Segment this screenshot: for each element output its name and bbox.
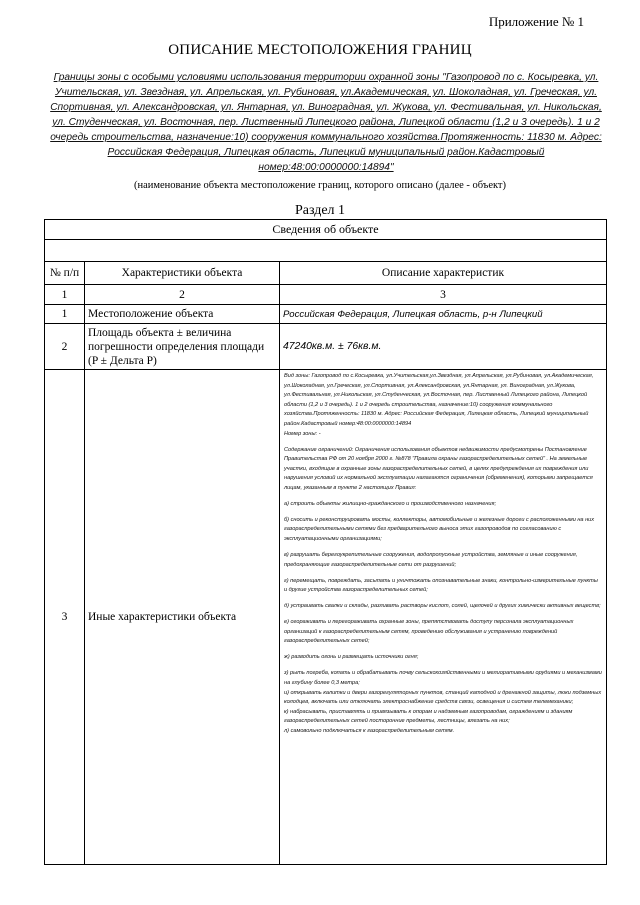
- row-description: 47240кв.м. ± 76кв.м.: [280, 324, 607, 370]
- section-title: Раздел 1: [294, 203, 346, 218]
- row-number: 2: [45, 324, 85, 370]
- row-characteristic: Местоположение объекта: [85, 305, 280, 324]
- document-title: ОПИСАНИЕ МЕСТОПОЛОЖЕНИЯ ГРАНИЦ: [168, 42, 472, 58]
- zone-kind-text: Вид зоны: Газопровод по с.Косыревка, ул.Учительская,ул.Звездная, ул.Апрельская, ул.Рубиновая, ул.Академическая, ул.Шоколадная, ул.Греческая, ул.Спортивная, ул.Александровская, ул.Янтарная, ул. Виноградная, ул.Жукова, ул.Фестивальная, ул.Никольская, ул.Студенческая, ул.Восточная, пер. Лиственный Липецкого района, Липецкой области (1,2 и 3 очередь). 1 и 2 очередь строительства, назначение:10) сооружения коммунального хозяйства.Протяженность: 11830 м. Адрес: Российская Федерация, Липецкая область, Липецкий муниципальный район.Кадастровый номер:48:00:0000000:14894: [284, 373, 594, 427]
- other-characteristics-description: [280, 370, 607, 865]
- restriction-item-b: б) сносить и реконструировать мосты, коллекторы, автомобильные и железные дороги с расположенными на них газораспределительными сетями без предварительного выноса этих газопроводов по согласованию с эксплуатационными организациями;: [284, 516, 595, 543]
- column-header-characteristic: Характеристики объекта: [85, 262, 280, 285]
- table-row: [45, 324, 607, 370]
- row-number: 3: [45, 370, 85, 865]
- restriction-item-l: л) самовольно подключаться к газораспределительным сетям.: [284, 727, 455, 734]
- row-description: Российская Федерация, Липецкая область, р-н Липецкий: [280, 305, 607, 324]
- column-header-row: [45, 262, 607, 285]
- section-header-row: [45, 220, 607, 240]
- blank-cell: [45, 240, 607, 262]
- table-row: [45, 305, 607, 324]
- column-header-num: № п/п: [45, 262, 85, 285]
- object-info-table: [44, 219, 607, 865]
- restriction-item-v: в) разрушать берегоукрепительные сооружения, водопропускные устройства, земляные и иные сооружения, предохраняющие газораспределительные сети от разрушений;: [284, 552, 578, 568]
- zone-number-text: Номер зоны: -: [284, 430, 321, 437]
- row-characteristic: Площадь объекта ± величина погрешности определения площади (P ± Дельта P): [85, 324, 280, 370]
- row-number: 1: [45, 305, 85, 324]
- column-header-description: Описание характеристик: [280, 262, 607, 285]
- column-index-1: 1: [45, 285, 85, 305]
- restriction-item-d: д) устраивать свалки и склады, разливать растворы кислот, солей, щелочей и других химически активных веществ;: [284, 603, 601, 610]
- restriction-item-a: а) строить объекты жилищно-гражданского и производственного назначения;: [284, 500, 497, 507]
- column-index-2: 2: [85, 285, 280, 305]
- restriction-item-z: з) рыть погреба, копать и обрабатывать почву сельскохозяйственными и мелиоративными орудиями и механизмами на глубину более 0,3 метра;: [284, 670, 602, 686]
- column-index-row: [45, 285, 607, 305]
- row-characteristic: Иные характеристики объекта: [85, 370, 280, 865]
- object-caption: (наименование объекта местоположение границ, которого описано (далее - объект): [133, 180, 507, 191]
- restriction-item-k: к) набрасывать, приставлять и привязывать к опорам и надземным газопроводам, ограждениям и зданиям газораспределительных сетей посторонние предметы, лестницы, влезать на них;: [284, 708, 573, 725]
- blank-row: [45, 240, 607, 262]
- object-name: Границы зоны с особыми условиями использования территории охранной зоны "Газопровод по с. Косыревка, ул. Учительская, ул. Звездная, ул. Апрельская, ул. Рубиновая, ул.Академическая, ул. Шоколадная, ул. Греческая, ул. Спортивная, ул. Александровская, ул. Янтарная, ул. Виноградная, ул. Жукова, ул. Фестивальная, ул. Никольская, ул. Студенческая, ул. Восточная, пер. Лиственный Липецкого района, Липецкой области (1,2 и 3 очередь). 1 и 2 очередь строительства, назначение:10) сооружения коммунального хозяйства.Протяженность: 11830 м. Адрес: Российская Федерация, Липецкая область, Липецкий муниципальный район.Кадастровый номер:48:00:0000000:14894": [50, 72, 602, 173]
- restriction-item-i: и) открывать калитки и двери газорегуляторных пунктов, станций катодной и дренажной защиты, люки подземных колодцев, включать или отключать электроснабжение средств связи, освещения и систем телемеханики;: [284, 689, 602, 706]
- column-index-3: 3: [280, 285, 607, 305]
- restriction-item-zh: ж) разводить огонь и размещать источники огня;: [284, 654, 419, 661]
- appendix-label: Приложение № 1: [488, 14, 584, 29]
- restrictions-text: Содержание ограничений: Ограничения использования объектов недвижимости предусмотрены Постановление Правительства РФ от 20 ноября 2000 г. №878 "Правила охраны газораспределительных сетей" . На земельные участки, входящие в охранные зоны газораспределительных сетей, в целях предупреждения их повреждения или нарушения условий их нормальной эксплуатации налагаются ограничения (обременения), которыми запрещается лицам, указанным в пункте 2 настоящих Правил:: [284, 446, 593, 491]
- restriction-item-e: е) огораживать и перегораживать охранные зоны, препятствовать доступу персонала эксплуатационных организаций к газораспределительным сетям, проведению обслуживания и устранению повреждений газораспределительных сетей;: [284, 619, 574, 645]
- section-header: Сведения об объекте: [45, 220, 607, 240]
- restriction-item-g: г) перемещать, повреждать, засыпать и уничтожать опознавательные знаки, контрольно-измерительные пункты и другие устройства газораспределительных сетей;: [284, 577, 598, 594]
- table-row: [45, 370, 607, 865]
